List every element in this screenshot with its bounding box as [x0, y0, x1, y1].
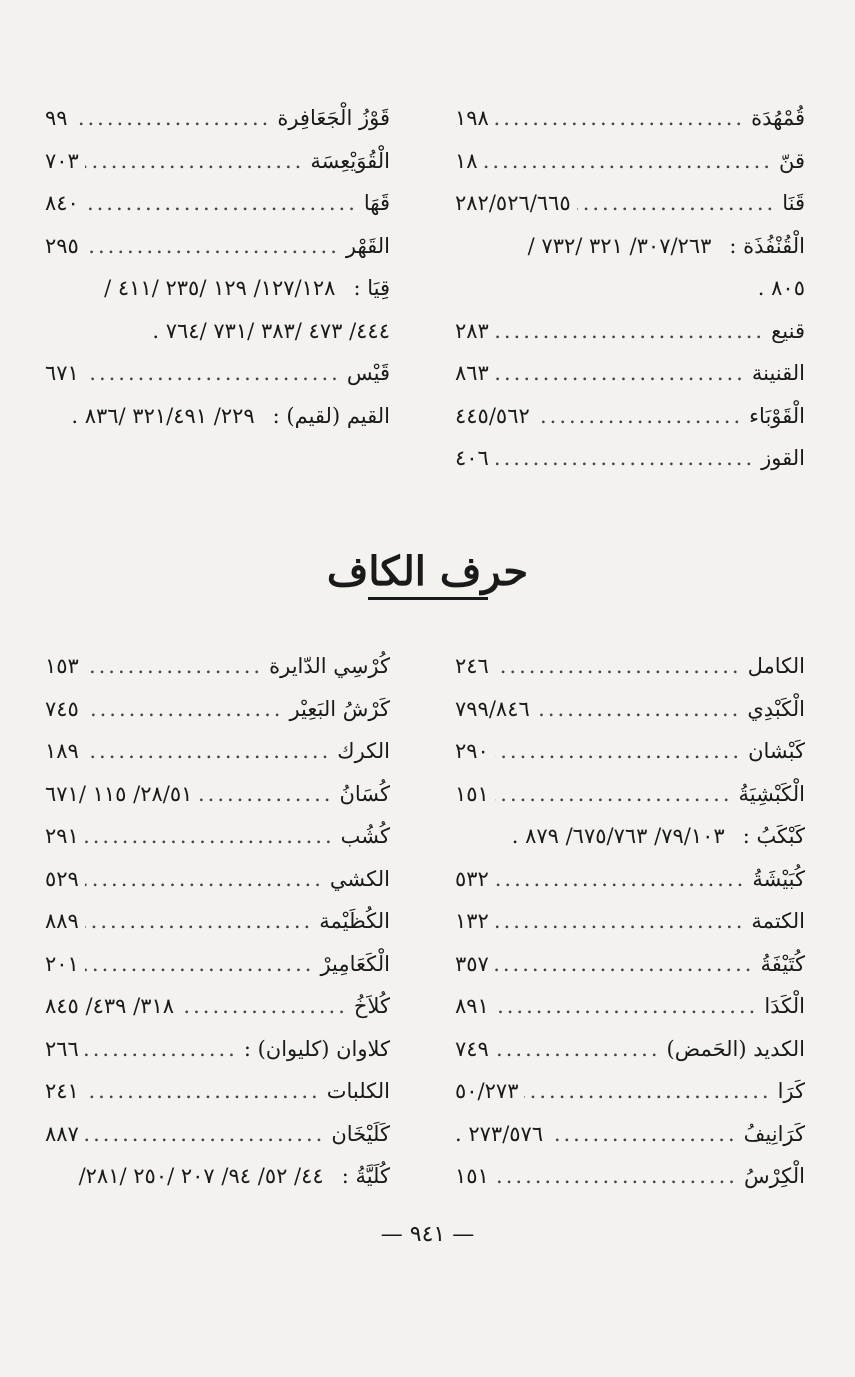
entry-term: الكُظَيْمة: [319, 909, 390, 933]
top-left-column: [45, 106, 390, 446]
entry-pages: ٢٤٦: [455, 654, 489, 678]
entry-pages: ٤٤/ ٥٢/ ٩٤/ ٢٠٧ /٢٥٠ /٢٨١/: [78, 1164, 324, 1188]
index-entry: [45, 1079, 390, 1122]
entry-term: قنيع: [771, 318, 805, 343]
leader-dots: [74, 106, 272, 130]
index-entry: [45, 1122, 390, 1165]
entry-pages: ٢٦٦: [45, 1036, 79, 1061]
index-entry: [45, 319, 390, 362]
leader-dots: [549, 1122, 738, 1146]
leader-dots: [495, 867, 746, 891]
index-entry: [455, 782, 805, 825]
leader-dots: [85, 739, 331, 763]
entry-pages: ٩٩: [45, 106, 68, 130]
entry-pages: ٦٧١: [45, 361, 79, 385]
top-right-column: [455, 106, 805, 489]
entry-term: قُمْهُدَة: [751, 106, 805, 130]
index-entry: [45, 361, 390, 404]
entry-term: قَهَا: [363, 191, 390, 215]
entry-term: كَرْشُ البَعِيْر: [289, 696, 390, 721]
leader-dots: [577, 191, 777, 215]
entry-term: الْكَدَا: [764, 994, 805, 1018]
index-entry: [45, 654, 390, 697]
index-entry: [455, 149, 805, 192]
leader-dots: [85, 1122, 325, 1146]
entry-pages: ٣١٨/ ٤٣٩/ ٨٤٥: [45, 994, 175, 1018]
entry-term: كَرَا: [777, 1079, 805, 1103]
entry-term: الْكَبْدِي: [747, 696, 805, 721]
index-entry: [45, 952, 390, 995]
entry-term: الكرك: [337, 739, 390, 763]
index-entry: [455, 697, 805, 740]
index-entry: [45, 697, 390, 740]
entry-term: كُبَيْشَةُ: [752, 866, 805, 891]
leader-dots: [495, 909, 746, 933]
entry-pages: ٥٢٩: [45, 866, 79, 891]
entry-term: كُرْسِي الدّايرة: [269, 654, 390, 678]
index-entry: [45, 994, 390, 1037]
entry-term: الْقَوْبَاء: [749, 403, 805, 428]
leader-dots: [85, 361, 341, 385]
index-entry: [45, 149, 390, 192]
index-entry: [455, 446, 805, 489]
leader-dots: [495, 782, 733, 806]
entry-pages: ٧٠٣: [45, 148, 79, 173]
entry-term: قَيْس: [346, 361, 390, 385]
leader-dots: [85, 191, 358, 215]
leader-dots: [85, 1079, 321, 1103]
leader-dots: [495, 106, 745, 130]
entry-pages: ٢٨٣: [455, 318, 489, 343]
entry-pages: ١٥٣: [45, 654, 79, 678]
index-entry: [455, 824, 805, 867]
index-entry: [455, 1122, 805, 1165]
leader-dots: [198, 782, 333, 806]
index-entry: [455, 654, 805, 697]
leader-dots: [85, 234, 340, 258]
entry-pages: ٧٩/١٠٣/ ٦٧٥/٧٦٣/ ٨٧٩ .: [511, 824, 725, 848]
index-entry: [45, 234, 390, 277]
entry-term: الكديد (الحَمض): [666, 1036, 805, 1061]
entry-term: قِيَا :: [353, 276, 390, 300]
leader-dots: [85, 952, 315, 976]
section-heading: [0, 548, 855, 600]
index-entry: [455, 867, 805, 910]
bottom-left-column: [45, 654, 390, 1207]
entry-pages: ٧٤٥: [45, 696, 79, 721]
index-entry: [455, 1164, 805, 1207]
leader-dots: [495, 1037, 661, 1061]
entry-term: قَوْزُ الْجَعَافِرة: [277, 106, 390, 130]
entry-term: الْكَعَامِيرْ: [320, 951, 390, 976]
entry-pages: ٢٩١: [45, 824, 79, 848]
entry-pages: ٢٧٣/٥٧٦ .: [455, 1121, 544, 1146]
entry-term: الكلبات: [326, 1079, 390, 1103]
leader-dots: [85, 697, 284, 721]
entry-term: الكشي: [329, 866, 390, 891]
entry-term: كَرَانِيفُ: [743, 1121, 805, 1146]
entry-term: كُتَيْفَةُ: [760, 951, 805, 976]
index-entry: [45, 867, 390, 910]
entry-pages: ١٨٩: [45, 739, 79, 763]
entry-pages: ٢٢٩/ ٣٢١/٤٩١ /٨٣٦ .: [71, 403, 255, 428]
entry-pages: ٤٠٦: [455, 446, 489, 470]
index-entry: [45, 824, 390, 867]
entry-pages: ٣٥٧: [455, 951, 489, 976]
leader-dots: [536, 404, 743, 428]
leader-dots: [85, 654, 263, 678]
leader-dots: [85, 824, 335, 848]
leader-dots: [495, 1164, 738, 1188]
index-entry: [45, 191, 390, 234]
entry-term: قَنَا: [782, 191, 805, 215]
index-entry: [455, 319, 805, 362]
leader-dots: [85, 909, 313, 933]
index-entry: [45, 782, 390, 825]
entry-pages: ٤٤٥/٥٦٢: [455, 403, 530, 428]
entry-pages: ٨٩١: [455, 994, 489, 1018]
entry-term: كَبْشان: [748, 739, 805, 763]
entry-term: الْكَبْشِيَةُ: [738, 781, 805, 806]
entry-term: كُشُب: [340, 824, 390, 848]
index-entry: [455, 1079, 805, 1122]
entry-pages: ٢٩٥: [45, 233, 79, 258]
entry-pages: ٨٦٣: [455, 361, 489, 385]
leader-dots: [484, 149, 773, 173]
entry-term: كَبْكَبُ :: [742, 824, 805, 848]
entry-term: الْقُنْفُذَة :: [729, 233, 805, 258]
index-entry: [45, 276, 390, 319]
index-entry: [455, 106, 805, 149]
leader-dots: [495, 446, 755, 470]
leader-dots: [85, 1037, 238, 1061]
entry-term: كُلاَخُ: [353, 994, 390, 1018]
entry-pages: ٢٤١: [45, 1079, 79, 1103]
index-entry: [455, 909, 805, 952]
index-entry: [45, 909, 390, 952]
entry-pages: ١٨: [455, 148, 478, 173]
entry-term: القوز: [761, 446, 805, 470]
index-entry: [455, 191, 805, 234]
entry-pages: ٨٨٩: [45, 909, 79, 933]
section-heading-text: حرف الكاف: [326, 548, 529, 595]
entry-pages: ٤٤٤/ ٤٧٣ /٣٨٣ /٧٣١ /٧٦٤ .: [152, 318, 390, 343]
leader-dots: [495, 994, 758, 1018]
entry-pages: ١٢٧/١٢٨/ ١٢٩ /٢٣٥ /٤١١ /: [104, 276, 336, 300]
leader-dots: [495, 952, 755, 976]
entry-term: القَهْر: [345, 233, 390, 258]
entry-pages: ٢٨/٥١/ ١١٥ /٦٧١: [45, 781, 193, 806]
leader-dots: [85, 867, 324, 891]
entry-term: القنينة: [751, 361, 805, 385]
entry-term: قنّ: [778, 148, 805, 173]
entry-pages: ١٣٢: [455, 909, 489, 933]
index-entry: [45, 1164, 390, 1207]
index-entry: [455, 739, 805, 782]
leader-dots: [495, 739, 742, 763]
entry-pages: ٥٠/٢٧٣: [455, 1079, 519, 1103]
entry-term: الْقُوَيْعِسَة: [310, 148, 390, 173]
leader-dots: [536, 697, 742, 721]
index-entry: [455, 1037, 805, 1080]
index-entry: [455, 234, 805, 277]
entry-term: الكامل: [747, 654, 805, 678]
leader-dots: [495, 654, 742, 678]
entry-pages: ٢٠١: [45, 951, 79, 976]
bottom-right-column: [455, 654, 805, 1207]
entry-term: القيم (لقيم) :: [272, 403, 390, 428]
page-number: — ٩٤١ —: [380, 1222, 475, 1247]
entry-term: الكتمة: [751, 909, 805, 933]
index-entry: [455, 952, 805, 995]
index-entry: [455, 404, 805, 447]
entry-pages: ١٩٨: [455, 106, 489, 130]
leader-dots: [524, 1079, 771, 1103]
index-entry: [45, 1037, 390, 1080]
index-entry: [45, 404, 390, 447]
entry-pages: ٢٩٠: [455, 739, 489, 763]
index-entry: [45, 739, 390, 782]
heading-underline: [368, 597, 488, 600]
entry-pages: ١٥١: [455, 1164, 489, 1188]
entry-term: كُلَيَّةُ :: [341, 1164, 390, 1188]
index-entry: [455, 361, 805, 404]
index-entry: [455, 994, 805, 1037]
entry-pages: ٧٤٩: [455, 1036, 489, 1061]
entry-pages: ٢٨٢/٥٢٦/٦٦٥: [455, 191, 571, 215]
entry-term: الْكِرْسُ: [743, 1164, 805, 1188]
leader-dots: [180, 994, 348, 1018]
leader-dots: [495, 319, 765, 343]
entry-term: كَلَيْخَان: [331, 1121, 390, 1146]
index-entry: [45, 106, 390, 149]
entry-pages: ٨٠٥ .: [757, 276, 805, 300]
entry-term: كلاوان (كليوان) :: [243, 1036, 390, 1061]
entry-pages: ٥٣٢: [455, 866, 489, 891]
entry-pages: ١٥١: [455, 781, 489, 806]
entry-term: كُسَانُ: [339, 781, 390, 806]
leader-dots: [495, 361, 746, 385]
entry-pages: ٨٤٠: [45, 191, 79, 215]
leader-dots: [85, 149, 304, 173]
entry-pages: ٣٠٧/٢٦٣/ ٣٢١ /٧٣٢ /: [527, 233, 712, 258]
index-entry: [455, 276, 805, 319]
entry-pages: ٨٨٧: [45, 1121, 79, 1146]
entry-pages: ٧٩٩/٨٤٦: [455, 696, 530, 721]
